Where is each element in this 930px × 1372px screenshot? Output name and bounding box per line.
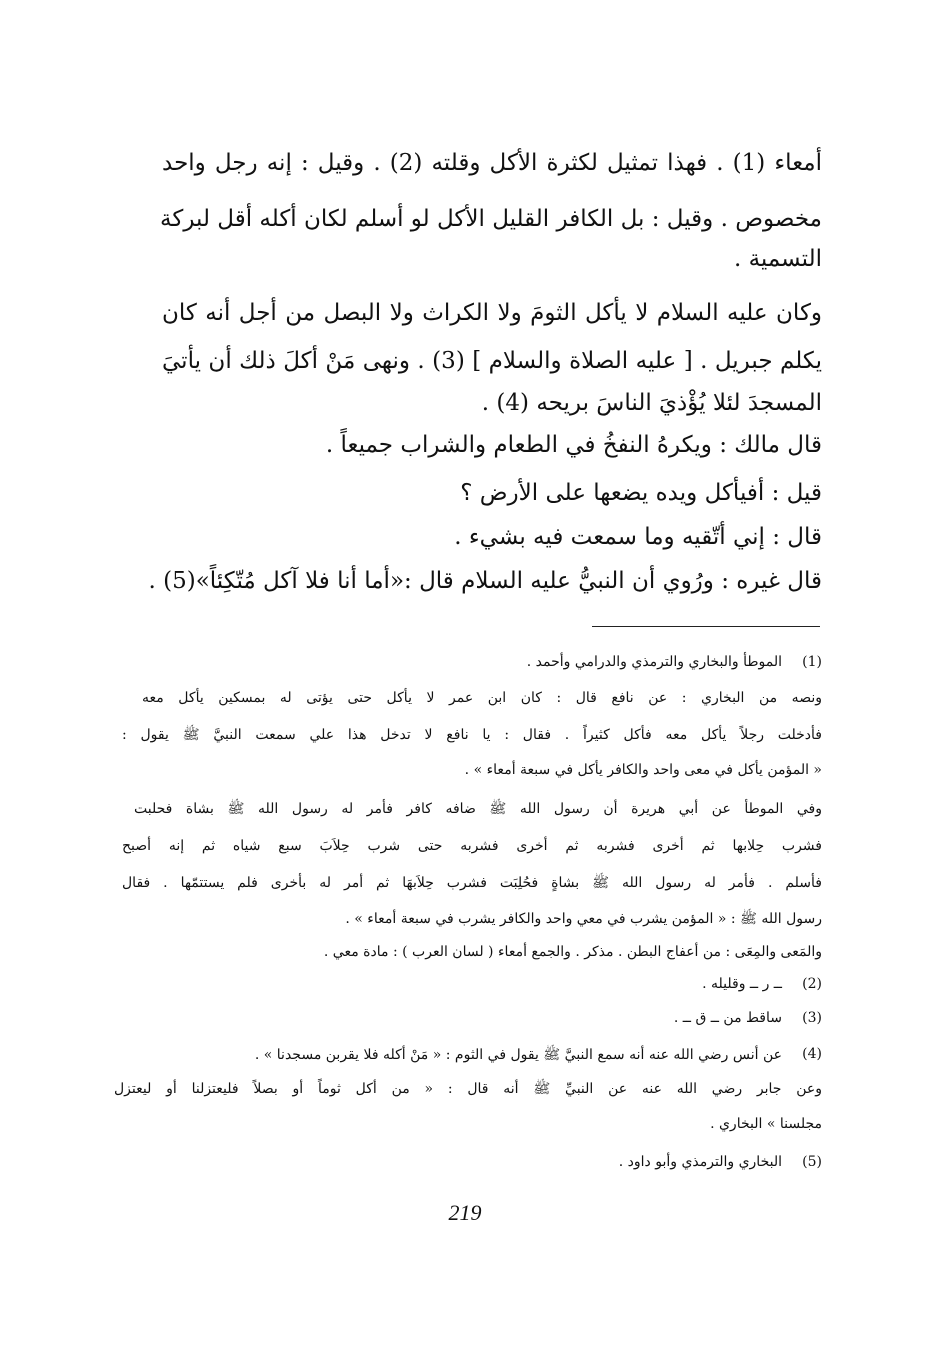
body-para1-line2: مخصوص . وقيل : بل الكافر القليل الأكل لو أسلم لكان أكله أقل لبركة (160, 206, 822, 232)
body-para2-line3: المسجدَ لئلا يُؤْذيَ الناسَ بريحه (4) . (481, 390, 822, 416)
footnote-3-text: ساقط من ــ ق ــ . (673, 1010, 782, 1026)
footnote-1-line: « المؤمن يأكل في معى واحد والكافر يأكل في سبعة أمعاء » . (464, 762, 822, 778)
body-para3-line1: قال مالك : ويكرهُ النفخُ في الطعام والشراب جميعاً . (325, 432, 822, 458)
footnote-1-line: فشرب حِلابها ثم أخرى فشربه ثم أخرى فشربه حتى شرب حِلاَبَ سبع شياه ثم إنه أصبح (122, 838, 822, 854)
footnote-1-line: وفي الموطأ عن أبي هريرة أن رسول الله ﷺ ضافه كافر فأمر له رسول الله ﷺ بشاة فحلبت (134, 801, 822, 817)
body-para3-line2: قيل : أفيأكل ويده يضعها على الأرض ؟ (460, 480, 822, 506)
footnote-1-line: والمَعى والمِعَى : من أعفاج البطن . مذكر . والجمع أمعاء ( لسان العرب ) : مادة معي . (323, 944, 822, 960)
footnote-4-line: عن أنس رضي الله عنه أنه سمع النبيَّ ﷺ يقول في الثوم : « مَنْ أكله فلا يقربن مسجدنا » . (254, 1047, 782, 1063)
footnote-1-line: رسول الله ﷺ : « المؤمن يشرب في معي واحد والكافر يشرب في سبعة أمعاء » . (345, 911, 822, 927)
footnote-3-number: (3) (802, 1010, 822, 1026)
footnote-1-line: فأدخلت رجلاً يأكل معه فأكل كثيراً . فقال : يا نافع لا تدخل هذا علي سمعت النبيَّ ﷺ يقول : (122, 727, 822, 743)
body-para1-line3: التسمية . (733, 246, 822, 272)
footnote-1-line: الموطأ والبخاري والترمذي والدرامي وأحمد . (526, 654, 782, 670)
footnote-4-line: مجلسنا » البخاري . (710, 1116, 822, 1132)
body-para3-line3: قال : إني أتّقيه وما سمعت فيه بشيء . (454, 524, 822, 550)
footnote-1-line: فأسلم . فأمر له رسول الله ﷺ بشاةٍ فحُلِبَت فشرب حِلاَبهَا ثم أمر له بأخرى فلم يستتمّها . فقال (122, 875, 822, 891)
footnote-2-number: (2) (802, 976, 822, 992)
footnote-separator (592, 626, 820, 627)
page-number: 219 (448, 1200, 482, 1225)
body-para1-line1: أمعاء (1) . فهذا تمثيل لكثرة الأكل وقلته (2) . وقيل : إنه رجل واحد (162, 150, 822, 176)
footnote-5-number: (5) (802, 1154, 822, 1170)
body-para2-line1: وكان عليه السلام لا يأكل الثومَ ولا الكراث ولا البصل من أجل أنه كان (162, 300, 822, 326)
footnote-1-number: (1) (802, 654, 822, 670)
body-para2-line2: يكلم جبريل . [ عليه الصلاة والسلام ] (3) . ونهى مَنْ أكلَ ذلك أن يأتيَ (162, 348, 823, 374)
footnote-5-text: البخاري والترمذي وأبو داود . (618, 1154, 782, 1170)
body-para3-line4: قال غيره : ورُوي أن النبيُّ عليه السلام قال :«أما أنا فلا آكل مُتّكِئاً»(5) . (148, 568, 822, 594)
footnote-2-text: ــ ر ــ وقليله . (702, 976, 782, 992)
footnote-4-number: (4) (802, 1046, 822, 1062)
footnote-1-line: ونصه من البخاري : عن نافع قال : كان ابن عمر لا يأكل حتى يؤتى له بمسكين يأكل معه (142, 690, 822, 706)
footnote-4-line: وعن جابر رضي الله عنه عن النبيِّ ﷺ أنه قال : « من أكل ثوماً أو بصلاً فليعتزلنا أو ليعتزل (114, 1081, 822, 1097)
